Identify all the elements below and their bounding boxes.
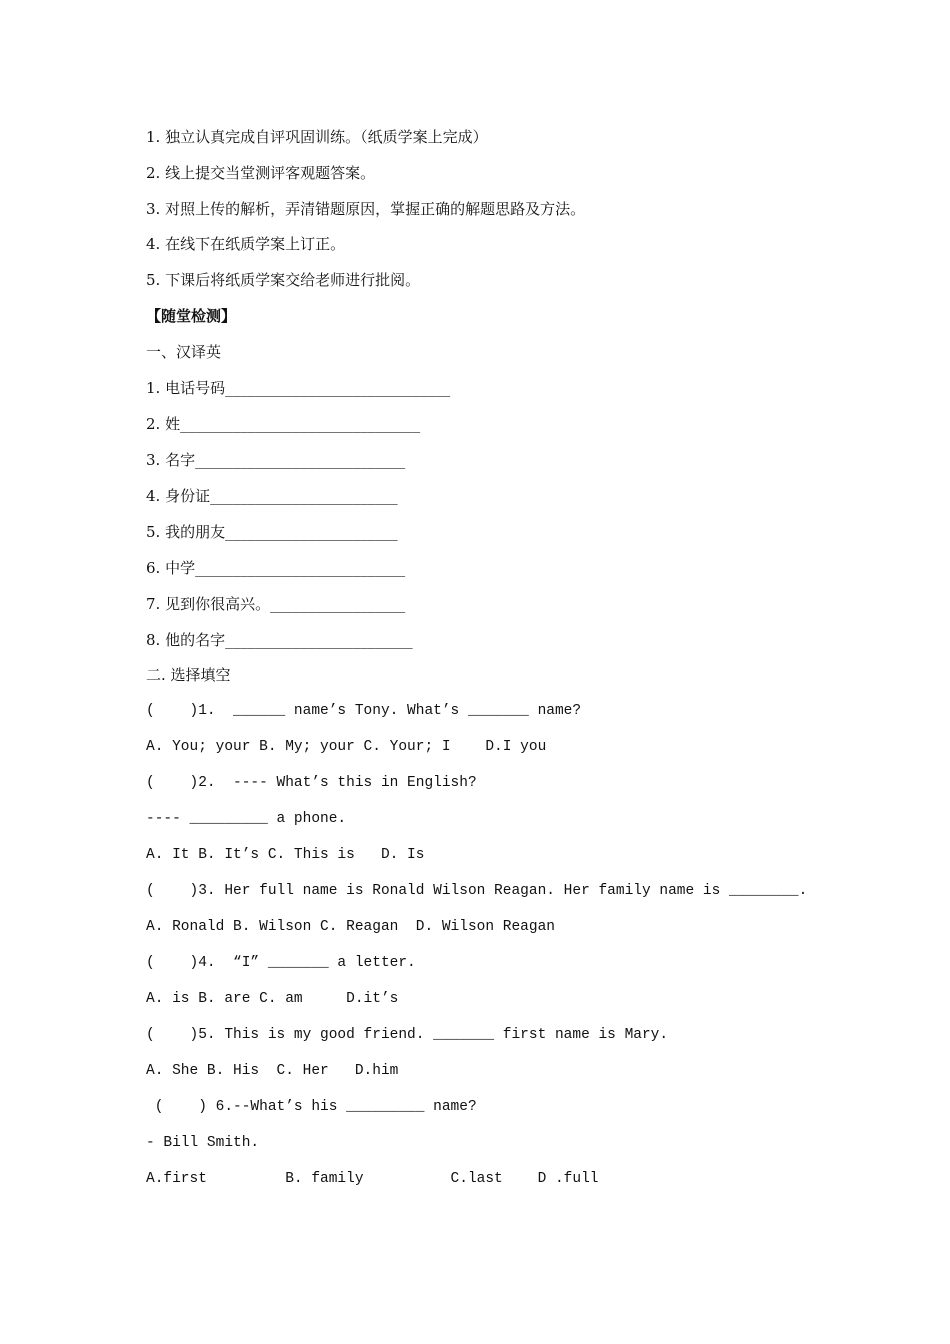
translate-item-5: 5. 我的朋友_______________________ (146, 523, 398, 541)
translate-item-8: 8. 他的名字_________________________ (146, 631, 413, 649)
instruction-2: 2. 线上提交当堂测评客观题答案。 (146, 164, 376, 182)
instruction-3: 3. 对照上传的解析，弄清错题原因，掌握正确的解题思路及方法。 (146, 200, 586, 218)
question-6-options: A.first B. family C.last D .full (146, 1171, 599, 1187)
section-title: 【随堂检测】 (146, 307, 237, 325)
translate-item-3: 3. 名字____________________________ (146, 451, 406, 469)
part2-title: 二. 选择填空 (146, 666, 231, 684)
translate-item-2: 2. 姓________________________________ (146, 415, 421, 433)
translate-item-6: 6. 中学____________________________ (146, 559, 406, 577)
instruction-5: 5. 下课后将纸质学案交给老师进行批阅。 (146, 271, 421, 289)
question-1: ( )1. ______ name’s Tony. What’s _______ name? (146, 703, 582, 719)
instruction-4: 4. 在线下在纸质学案上订正。 (146, 235, 346, 253)
question-4-options: A. is B. are C. am D.it’s (146, 991, 399, 1007)
translate-item-7: 7. 见到你很高兴。__________________ (146, 595, 406, 613)
question-2-line2: ---- _________ a phone. (146, 811, 347, 827)
question-1-options: A. You; your B. My; your C. Your; I D.I you (146, 739, 547, 755)
translate-item-1: 1. 电话号码______________________________ (146, 379, 451, 397)
question-2-options: A. It B. It’s C. This is D. Is (146, 847, 425, 863)
question-5: ( )5. This is my good friend. _______ first name is Mary. (146, 1027, 669, 1043)
question-5-options: A. She B. His C. Her D.him (146, 1063, 399, 1079)
question-2: ( )2. ---- What’s this in English? (146, 775, 477, 791)
question-3-options: A. Ronald B. Wilson C. Reagan D. Wilson Reagan (146, 919, 555, 935)
translate-item-4: 4. 身份证_________________________ (146, 487, 398, 505)
instruction-1: 1. 独立认真完成自评巩固训练。（纸质学案上完成） (146, 128, 488, 146)
question-6: ( ) 6.--What’s his _________ name? (146, 1099, 477, 1115)
part1-title: 一、汉译英 (146, 343, 222, 361)
question-4: ( )4. “I” _______ a letter. (146, 955, 416, 971)
question-3: ( )3. Her full name is Ronald Wilson Reagan. Her family name is ________. (146, 883, 808, 899)
question-6-line2: - Bill Smith. (146, 1135, 260, 1151)
